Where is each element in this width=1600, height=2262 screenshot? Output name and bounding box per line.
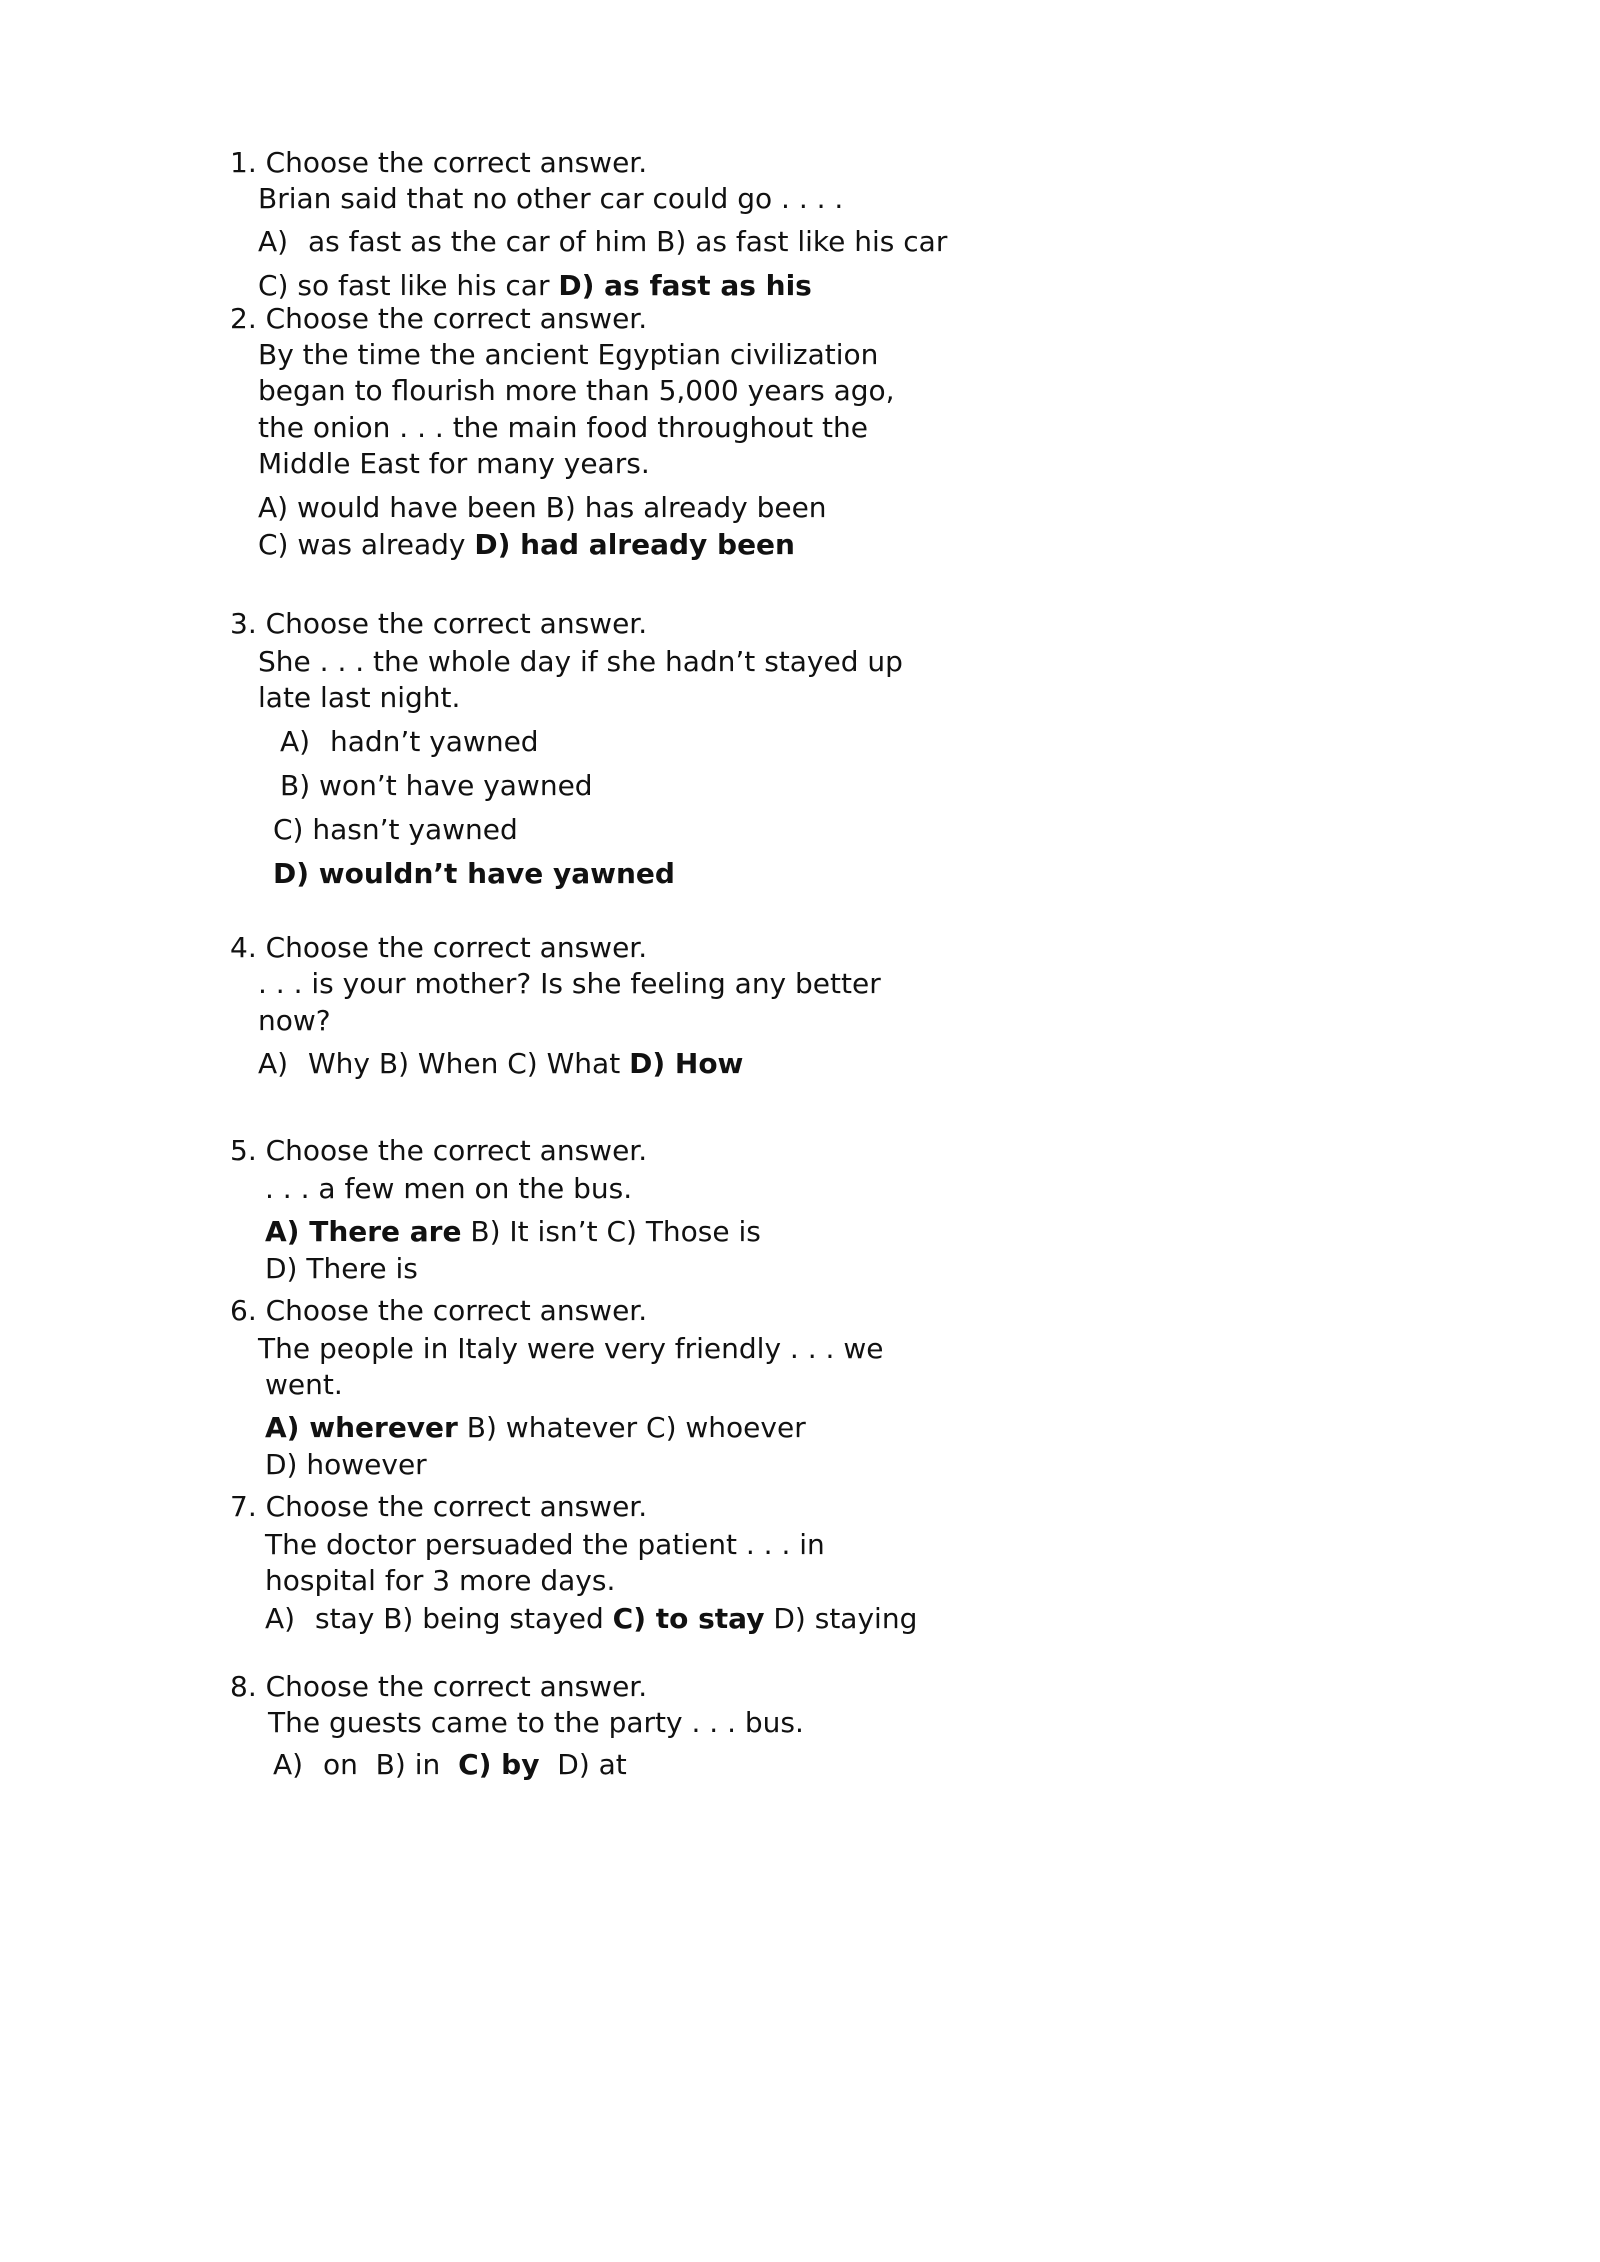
question-2-options-ab: A) would have been B) has already been <box>258 491 827 524</box>
options-abc-text: Why B) When C) What <box>308 1047 621 1080</box>
option-a-text: hadn’t yawned <box>330 725 539 758</box>
question-5-option-d: D) There is <box>265 1252 418 1285</box>
option-d: D) at <box>557 1748 627 1781</box>
correct-answer-a: A) wherever <box>265 1411 458 1444</box>
question-3-prompt-line: late last night. <box>258 681 461 714</box>
question-6-title: 6. Choose the correct answer. <box>230 1294 648 1327</box>
question-4-prompt-line: now? <box>258 1004 331 1037</box>
question-8-prompt: The guests came to the party . . . bus. <box>268 1706 804 1739</box>
question-3-title: 3. Choose the correct answer. <box>230 607 648 640</box>
option-a-label: A) <box>258 1047 289 1080</box>
question-2-options-cd <box>258 527 795 563</box>
option-a-label: A) <box>280 725 311 758</box>
question-1-title: 1. Choose the correct answer. <box>230 146 648 179</box>
option-a-text: as fast as the car of him B) as fast like his car <box>308 225 948 258</box>
question-6-options-abc <box>265 1410 806 1446</box>
options-ab-text: stay B) being stayed <box>315 1602 604 1635</box>
question-3-option-b: B) won’t have yawned <box>280 769 593 802</box>
option-a-label: A) <box>265 1602 296 1635</box>
question-4-prompt-line: . . . is your mother? Is she feeling any better <box>258 967 881 1000</box>
correct-answer-c: C) to stay <box>612 1602 765 1635</box>
question-1-prompt: Brian said that no other car could go . . . . <box>258 182 844 215</box>
options-bc: B) whatever C) whoever <box>466 1411 806 1444</box>
question-2-prompt-line: Middle East for many years. <box>258 447 650 480</box>
question-7-title: 7. Choose the correct answer. <box>230 1490 648 1523</box>
option-a-label: A) <box>258 225 289 258</box>
question-3-option-a <box>280 724 539 760</box>
question-5-prompt: . . . a few men on the bus. <box>265 1172 633 1205</box>
correct-answer-d: D) as fast as his <box>558 269 812 302</box>
question-5-options-abc <box>265 1214 761 1250</box>
question-2-title: 2. Choose the correct answer. <box>230 302 648 335</box>
question-3-option-c: C) hasn’t yawned <box>273 813 518 846</box>
option-c: C) was already <box>258 528 466 561</box>
question-6-prompt-line: The people in Italy were very friendly . . . we <box>258 1332 884 1365</box>
option-c: C) so fast like his car <box>258 269 550 302</box>
question-7-prompt-line: The doctor persuaded the patient . . . in <box>265 1528 825 1561</box>
question-1-options-ab <box>258 224 947 260</box>
question-7-prompt-line: hospital for 3 more days. <box>265 1564 616 1597</box>
question-1-options-cd <box>258 268 812 304</box>
question-8-title: 8. Choose the correct answer. <box>230 1670 648 1703</box>
correct-answer-a: A) There are <box>265 1215 462 1248</box>
question-4-title: 4. Choose the correct answer. <box>230 931 648 964</box>
question-4-options <box>258 1046 743 1082</box>
options-bc: B) It isn’t C) Those is <box>470 1215 761 1248</box>
correct-answer-d: D) How <box>629 1047 744 1080</box>
question-7-options <box>265 1601 917 1637</box>
correct-answer-d: D) had already been <box>474 528 795 561</box>
question-5-title: 5. Choose the correct answer. <box>230 1134 648 1167</box>
question-6-prompt-line: went. <box>265 1368 343 1401</box>
options-ab-text: on B) in <box>323 1748 441 1781</box>
question-6-option-d: D) however <box>265 1448 427 1481</box>
question-2-prompt-line: By the time the ancient Egyptian civilization <box>258 338 879 371</box>
question-8-options <box>273 1747 627 1783</box>
question-3-correct-answer-d: D) wouldn’t have yawned <box>273 857 675 890</box>
option-a-label: A) <box>273 1748 304 1781</box>
question-2-prompt-line: began to flourish more than 5,000 years ago, <box>258 374 895 407</box>
question-3-prompt-line: She . . . the whole day if she hadn’t stayed up <box>258 645 903 678</box>
question-2-prompt-line: the onion . . . the main food throughout the <box>258 411 868 444</box>
option-d: D) staying <box>773 1602 918 1635</box>
correct-answer-c: C) by <box>458 1748 540 1781</box>
